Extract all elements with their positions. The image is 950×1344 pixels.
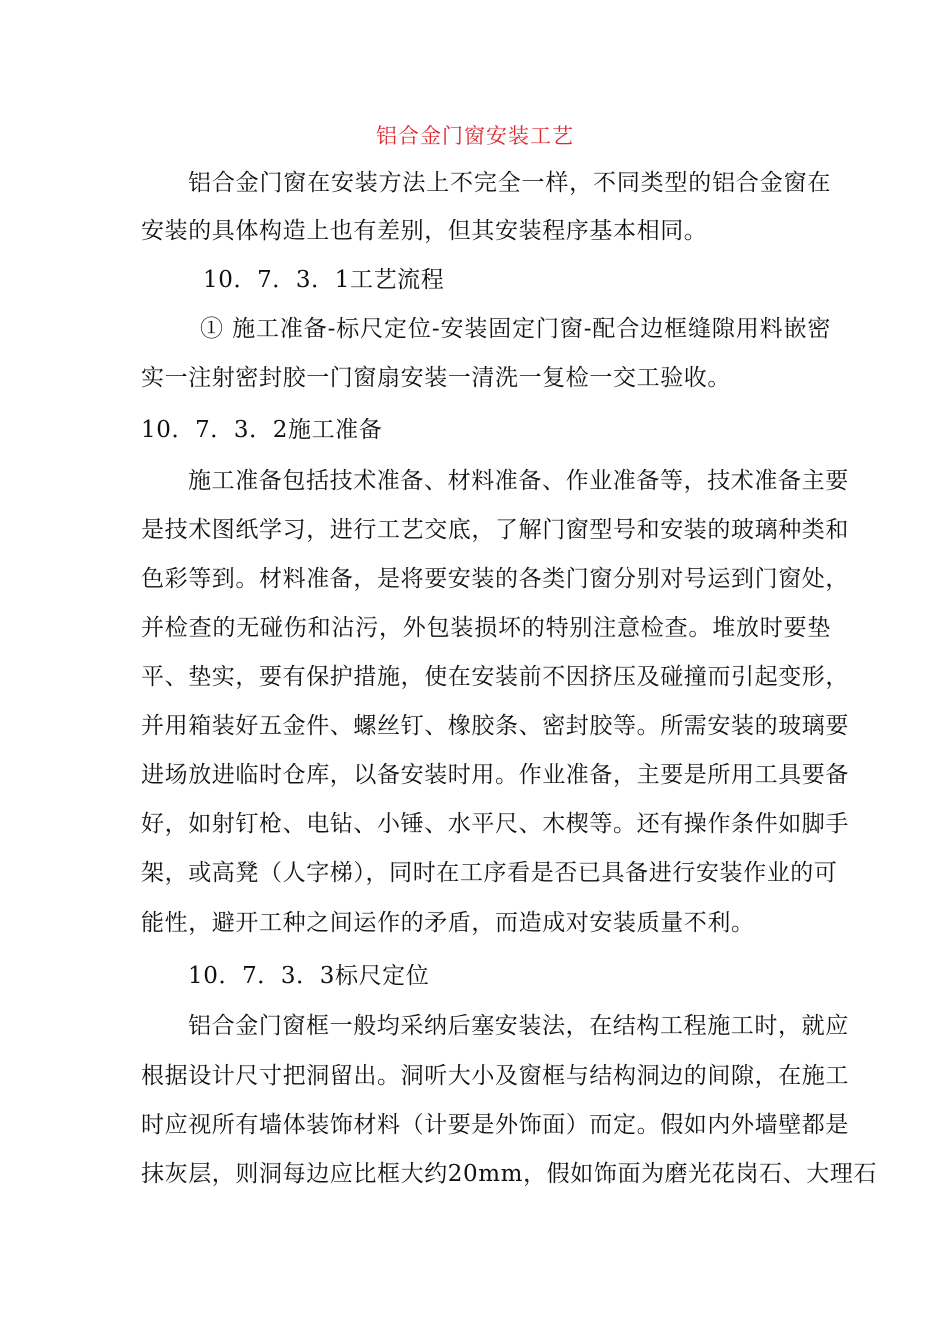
paragraph-line: 好，如射钉枪、电钻、小锤、水平尺、木楔等。还有操作条件如脚手	[141, 811, 849, 837]
section-heading: 10．7．3．3标尺定位	[188, 963, 430, 989]
paragraph-line: 并检查的无碰伤和沾污，外包装损坏的特别注意检查。堆放时要垫	[141, 615, 831, 641]
paragraph-line: 根据设计尺寸把洞留出。洞听大小及窗框与结构洞边的间隙，在施工	[141, 1063, 849, 1089]
paragraph-line: 平、垫实，要有保护措施，使在安装前不因挤压及碰撞而引起变形，	[141, 664, 849, 690]
paragraph-line: 是技术图纸学习，进行工艺交底，了解门窗型号和安装的玻璃种类和	[141, 517, 849, 543]
paragraph-line: 抹灰层，则洞每边应比框大约20mm，假如饰面为磨光花岗石、大理石	[141, 1161, 878, 1187]
paragraph-line: 施工准备包括技术准备、材料准备、作业准备等，技术准备主要	[188, 468, 849, 494]
paragraph-line: 安装的具体构造上也有差别，但其安装程序基本相同。	[141, 218, 708, 244]
paragraph-line: ① 施工准备-标尺定位-安装固定门窗-配合边框缝隙用料嵌密	[200, 316, 831, 342]
paragraph-line: 铝合金门窗框一般均采纳后塞安装法，在结构工程施工时，就应	[188, 1013, 849, 1039]
paragraph-line: 并用箱装好五金件、螺丝钉、橡胶条、密封胶等。所需安装的玻璃要	[141, 713, 849, 739]
section-heading: 10．7．3．1工艺流程	[203, 267, 445, 293]
paragraph-line: 色彩等到。材料准备，是将要安装的各类门窗分别对号运到门窗处，	[141, 566, 849, 592]
paragraph-line: 实一注射密封胶一门窗扇安装一清洗一复检一交工验收。	[141, 365, 731, 391]
paragraph-line: 架，或高凳（人字梯），同时在工序看是否已具备进行安装作业的可	[141, 860, 838, 886]
paragraph-line: 时应视所有墙体装饰材料（计要是外饰面）而定。假如内外墙壁都是	[141, 1112, 849, 1138]
paragraph-line: 能性，避开工种之间运作的矛盾，而造成对安装质量不利。	[141, 910, 755, 936]
paragraph-line: 铝合金门窗在安装方法上不完全一样，不同类型的铝合金窗在	[188, 170, 831, 196]
document-title: 铝合金门窗安装工艺	[376, 124, 574, 148]
paragraph-line: 进场放进临时仓库，以备安装时用。作业准备，主要是所用工具要备	[141, 762, 849, 788]
section-heading: 10．7．3．2施工准备	[141, 417, 383, 443]
